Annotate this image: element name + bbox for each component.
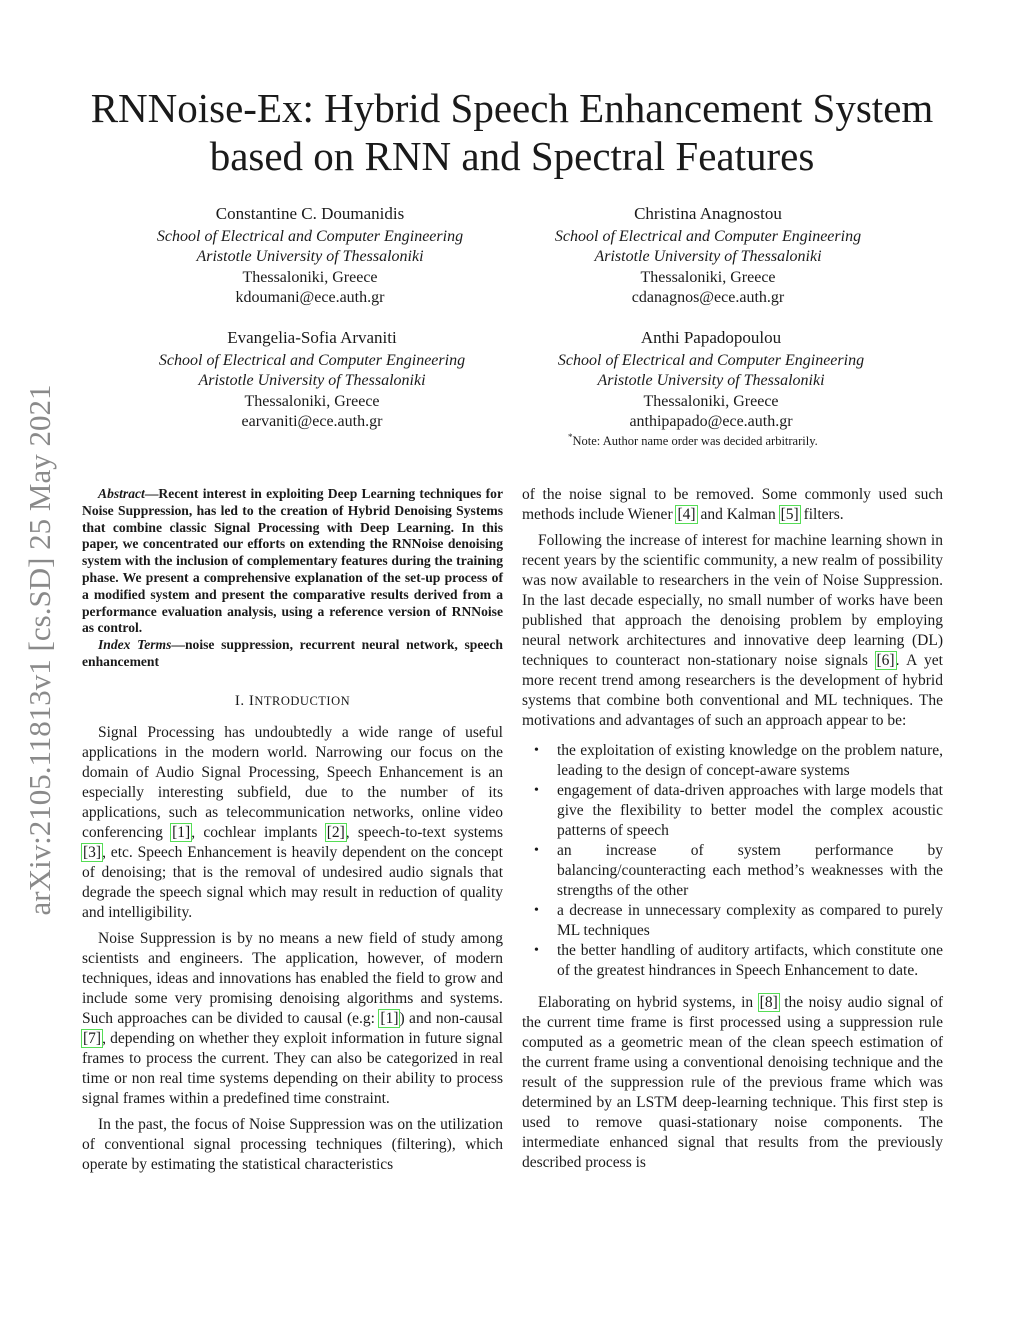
arxiv-sidebar	[18, 350, 62, 950]
author-dept: School of Electrical and Computer Engineering	[554, 227, 862, 245]
index-terms	[82, 637, 503, 671]
abstract-text: —Recent interest in exploiting Deep Learning techniques for Noise Suppression, has led to the creation of Hybrid Denoising Systems that combine classic Signal Processing with Deep Learning. In this paper, we concentrated our efforts on extending the RNNoise denoising system with the inclusion of complementary features during the training phase. We present a comprehensive explanation of the set-up process of a modified system and present the comparative results derived from a performance evaluation analysis, using a reference version of RNNoise as control.	[82, 486, 503, 636]
citation-link[interactable]: [1]	[380, 1009, 399, 1027]
citation-link[interactable]: [8]	[759, 994, 778, 1011]
arxiv-identifier: arXiv:2105.11813v1 [cs.SD] 25 May 2021	[22, 384, 57, 916]
abstract	[82, 486, 503, 637]
index-terms-text: —noise suppression, recurrent neural network, speech enhancement	[82, 637, 503, 669]
author-name: Constantine C. Doumanidis	[215, 204, 405, 223]
paragraph: of the noise signal to be removed. Some commonly used such methods include Wiener [4] and Kalman [5] filters.	[522, 486, 943, 523]
title-line-1: RNNoise-Ex: Hybrid Speech Enhancement System	[90, 85, 934, 131]
bullet-icon: •	[534, 743, 539, 758]
index-terms-label: Index Terms	[98, 637, 172, 653]
citation-link[interactable]: [6]	[876, 652, 895, 669]
list-item: • engagement of data-driven approaches with large models that give the flexibility to better model the complex acoustic patterns of speech	[534, 782, 943, 839]
bullet-icon: •	[534, 943, 539, 958]
right-column	[522, 485, 943, 1173]
author-email[interactable]: anthipapado@ece.auth.gr	[629, 413, 793, 430]
author-order-note	[568, 432, 818, 449]
paragraph: Noise Suppression is by no means a new field of study among scientists and engineers. The application, however, of modern techniques, ideas and innovations has enabled the field to grow and include some very promising denoising algorithms and systems. Such approaches can be divided to causal (e.g: [1]) and non-causal [7], depending on whether they exploit information in future signal frames to process the current. They can also be categorized in real time or non real time systems depending on their ability to process signal frames within a predefined time constraint.	[82, 929, 503, 1107]
list-item: • a decrease in unnecessary complexity as compared to purely ML techniques	[534, 902, 943, 939]
citation-link[interactable]: [1]	[172, 823, 191, 841]
author-name: Evangelia-Sofia Arvaniti	[227, 328, 397, 347]
citation-link[interactable]: [3]	[83, 843, 102, 861]
list-item: • the better handling of auditory artifacts, which constitute one of the greatest hindrances in Speech Enhancement to date.	[534, 942, 943, 979]
author-name: Christina Anagnostou	[634, 204, 782, 223]
note-mark: *	[568, 432, 573, 442]
author-email[interactable]: earvaniti@ece.auth.gr	[241, 413, 383, 430]
paragraph: In the past, the focus of Noise Suppression was on the utilization of conventional signal processing techniques (filtering), which operate by estimating the statistical characteristics	[82, 1115, 503, 1173]
section-title: NTRODUCTION	[254, 693, 351, 708]
abstract-label: Abstract	[98, 486, 145, 501]
author-univ: Aristotle University of Thessaloniki	[196, 248, 424, 265]
title-line-2: based on RNN and Spectral Features	[209, 133, 815, 179]
citation-link[interactable]: [5]	[780, 506, 799, 523]
author-email[interactable]: kdoumani@ece.auth.gr	[235, 289, 385, 306]
author-univ: Aristotle University of Thessaloniki	[198, 372, 426, 389]
author-block-2	[498, 204, 918, 309]
author-block-4	[501, 328, 921, 433]
citation-link[interactable]: [4]	[677, 506, 696, 523]
author-email[interactable]: cdanagnos@ece.auth.gr	[631, 289, 785, 306]
bullet-icon: •	[534, 783, 539, 798]
citation-link[interactable]: [7]	[83, 1029, 102, 1047]
citation-link[interactable]: [2]	[326, 823, 345, 841]
author-block-1	[100, 204, 520, 309]
list-item: • the exploitation of existing knowledge on the problem nature, leading to the design of concept-aware systems	[534, 742, 943, 779]
author-dept: School of Electrical and Computer Engineering	[158, 351, 466, 369]
author-block-3	[102, 328, 522, 433]
paragraph: Elaborating on hybrid systems, in [8] the noisy audio signal of the current time frame is first processed using a suppression rule computed as a geometric mean of the clean speech estimation of the current frame using a conventional denoising technique and the result of the suppression rule of the previous frame which was determined by an LSTM deep-learning technique. This first step is used to remove quasi-stationary noise components. The intermediate enhanced signal that results from the previously described process is	[522, 994, 943, 1171]
author-city: Thessaloniki, Greece	[244, 392, 380, 410]
author-univ: Aristotle University of Thessaloniki	[594, 248, 822, 265]
list-item: • an increase of system performance by balancing/counteracting each method’s weaknesses with the strengths of the other	[534, 842, 943, 899]
author-city: Thessaloniki, Greece	[242, 268, 378, 286]
bullet-icon: •	[534, 903, 539, 918]
author-name: Anthi Papadopoulou	[640, 328, 782, 347]
advantages-list	[522, 741, 943, 981]
left-column	[82, 486, 503, 1175]
paragraph: Signal Processing has undoubtedly a wide range of useful applications in the modern world. Narrowing our focus on the domain of Audio Signal Processing, Speech Enhancement is an especially interesting subfield, due to the number of its applications, such as telecommunication networks, online video conferencing [1], cochlear implants [2], speech-to-text systems [3], etc. Speech Enhancement is heavily dependent on the concept of denoising; that is the removal of undesired audio signals that degrade the speech signal which may result in reduction of quality and intelligibility.	[82, 723, 503, 921]
paragraph: Following the increase of interest for machine learning shown in recent years by the scientific community, a new realm of possibility was now available to researchers in the vein of Noise Suppression. In the last decade especially, no small number of works have been published that approach the denoising problem by employing neural network architectures and innovative deep learning (DL) techniques to counteract non-stationary noise signals [6]. A yet more recent trend among researchers is the development of hybrid systems that combine both conventional and ML techniques. The motivations and advantages of such an approach appear to be:	[522, 532, 943, 729]
paper-title	[60, 84, 964, 180]
section-heading-introduction	[82, 691, 503, 711]
author-univ: Aristotle University of Thessaloniki	[597, 372, 825, 389]
section-number: I. I	[234, 692, 255, 709]
author-city: Thessaloniki, Greece	[643, 392, 779, 410]
author-dept: School of Electrical and Computer Engineering	[557, 351, 865, 369]
note-text: Note: Author name order was decided arbitrarily.	[572, 434, 818, 449]
bullet-icon: •	[534, 843, 539, 858]
author-city: Thessaloniki, Greece	[640, 268, 776, 286]
author-dept: School of Electrical and Computer Engineering	[156, 227, 464, 245]
